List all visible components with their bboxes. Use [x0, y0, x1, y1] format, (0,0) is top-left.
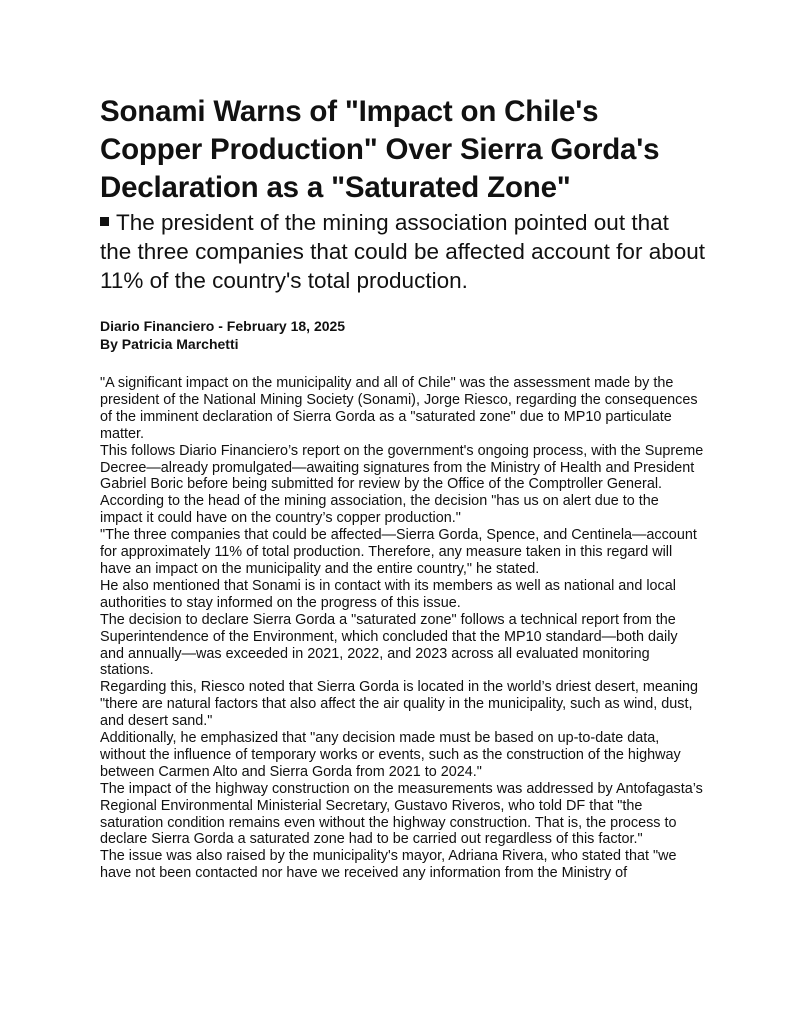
- body-paragraph: "A significant impact on the municipality and all of Chile" was the assessment made by the president of the National Mining Society (Sonami), Jorge Riesco, regarding the consequences of the imminent declaration of Sierra Gorda as a "saturated zone" due to MP10 particulate matter.: [100, 375, 698, 442]
- body-paragraph: He also mentioned that Sonami is in contact with its members as well as national and local authorities to stay informed on the progress of this issue.: [100, 577, 676, 611]
- square-bullet-icon: [100, 217, 109, 226]
- body-paragraph: "The three companies that could be affected—Sierra Gorda, Spence, and Centinela—account for approximately 11% of total production. Therefore, any measure taken in this regard will have an impact on the municipality and the entire country," he stated.: [100, 527, 697, 577]
- source-line: Diario Financiero - February 18, 2025: [100, 318, 346, 334]
- article: [100, 93, 705, 882]
- body-paragraph: The impact of the highway construction on the measurements was addressed by Antofagasta’s Regional Environmental Ministerial Secretary, Gustavo Riveros, who told DF that "the saturation condition remains even without the highway construction. That is, the process to declare Sierra Gorda a saturated zone had to be carried out regardless of this factor.": [100, 780, 703, 848]
- author-line: By Patricia Marchetti: [100, 336, 239, 352]
- body-paragraph: Regarding this, Riesco noted that Sierra Gorda is located in the world’s driest desert, meaning "there are natural factors that also affect the air quality in the municipality, such as wind, dust, and desert sand.": [100, 679, 699, 730]
- body-paragraph: This follows Diario Financiero’s report on the government's ongoing process, with the Supreme Decree—already promulgated—awaiting signatures from the Ministry of Health and President Gabriel Boric before being submitted for review by the Office of the Comptroller General.: [100, 442, 704, 493]
- byline: [100, 317, 705, 353]
- article-subhead-text: The president of the mining association pointed out that the three companies that could be affected account for about 11% of the country's total production.: [100, 210, 705, 293]
- article-subhead: [100, 208, 705, 295]
- body-paragraph: Additionally, he emphasized that "any decision made must be based on up-to-date data, without the influence of temporary works or events, such as the construction of the highway between Carmen Alto and Sierra Gorda from 2021 to 2024.": [100, 730, 681, 780]
- article-body: [100, 375, 705, 882]
- body-paragraph: According to the head of the mining association, the decision "has us on alert due to the impact it could have on the country’s copper production.": [100, 493, 659, 527]
- article-headline: Sonami Warns of "Impact on Chile's Copper Production" Over Sierra Gorda's Declaration as a "Saturated Zone": [100, 95, 660, 204]
- body-paragraph: The decision to declare Sierra Gorda a "saturated zone" follows a technical report from the Superintendence of the Environment, which concluded that the MP10 standard—both daily and annually—was exceeded in 2021, 2022, and 2023 across all evaluated monitoring stations.: [100, 611, 678, 679]
- body-paragraph: The issue was also raised by the municipality's mayor, Adriana Rivera, who stated that "we have not been contacted nor have we received any information from the Ministry of: [100, 848, 677, 882]
